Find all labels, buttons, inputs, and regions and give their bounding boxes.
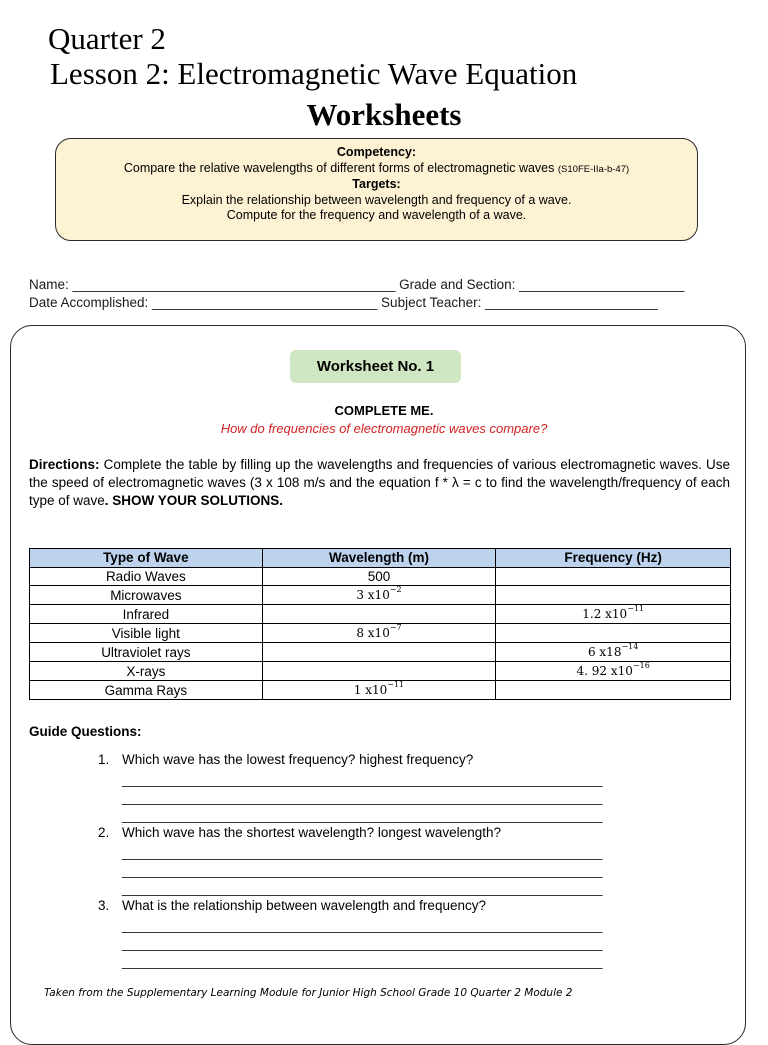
- wavelength-exponent: −11: [387, 680, 405, 689]
- directions-label: Directions:: [29, 457, 100, 472]
- wavelength-value: [356, 585, 402, 602]
- wavelength-value: [353, 680, 405, 697]
- frequency-cell[interactable]: [496, 681, 731, 700]
- lesson-heading: Lesson 2: Electromagnetic Wave Equation: [50, 56, 578, 91]
- answer-line[interactable]: ________________________________________________________________: [122, 863, 603, 878]
- wavelength-value: 500: [367, 569, 391, 584]
- wavelength-cell[interactable]: [262, 643, 496, 662]
- frequency-mantissa: 6 x18: [587, 645, 622, 659]
- table-row: [30, 624, 731, 643]
- frequency-value: [582, 604, 645, 621]
- wavelength-cell[interactable]: [262, 586, 496, 605]
- table-header-row: [30, 549, 731, 568]
- answer-line[interactable]: ________________________________________________________________: [122, 845, 603, 860]
- target-item: Explain the relationship between wavelength and frequency of a wave.: [181, 192, 572, 207]
- table-row: [30, 567, 731, 586]
- directions-emphasis: . SHOW YOUR SOLUTIONS.: [104, 493, 284, 508]
- wavelength-cell[interactable]: [262, 624, 496, 643]
- table-row: [30, 662, 731, 681]
- question-number: 3.: [98, 898, 110, 913]
- frequency-value: [587, 642, 639, 659]
- wavelength-mantissa: 3 x10: [356, 588, 390, 602]
- wave-type-cell: Infrared: [30, 605, 263, 624]
- wave-type-cell: X-rays: [30, 662, 263, 681]
- wavelength-cell[interactable]: [262, 662, 496, 681]
- question-number: 1.: [98, 752, 110, 767]
- answer-line[interactable]: ________________________________________________________________: [122, 808, 603, 823]
- table-row: [30, 605, 731, 624]
- frequency-value: [576, 661, 650, 678]
- wave-type-cell: Microwaves: [30, 586, 263, 605]
- frequency-cell[interactable]: [496, 662, 731, 681]
- wavelength-exponent: −7: [389, 623, 402, 632]
- guide-question-item: [98, 824, 501, 842]
- quarter-heading: Quarter 2: [48, 21, 166, 56]
- guide-question-item: [98, 897, 486, 915]
- competency-box: [55, 138, 698, 241]
- wavelength-cell[interactable]: [262, 681, 496, 700]
- answer-line[interactable]: ________________________________________________________________: [122, 918, 603, 933]
- targets-label: Targets:: [352, 177, 401, 191]
- frequency-cell[interactable]: [496, 605, 731, 624]
- wave-table: [29, 548, 731, 700]
- table-row: [30, 586, 731, 605]
- question-text: What is the relationship between wavelength and frequency?: [122, 898, 486, 913]
- wavelength-cell[interactable]: [262, 605, 496, 624]
- header-frequency: Frequency (Hz): [496, 549, 731, 568]
- target-item: Compute for the frequency and wavelength of a wave.: [226, 208, 527, 222]
- guide-questions-label: Guide Questions:: [29, 724, 142, 739]
- competency-text: Compare the relative wavelengths of different forms of electromagnetic waves: [123, 160, 555, 175]
- frequency-cell[interactable]: [496, 567, 731, 586]
- question-text: Which wave has the lowest frequency? highest frequency?: [122, 752, 474, 767]
- answer-line[interactable]: ________________________________________________________________: [122, 772, 603, 787]
- frequency-exponent: −14: [621, 642, 639, 651]
- wave-type-cell: Radio Waves: [30, 567, 263, 586]
- wavelength-value: [356, 623, 402, 640]
- name-grade-line[interactable]: Name: ___________________________________________ Grade and Section: ______________________: [29, 277, 685, 292]
- question-number: 2.: [98, 825, 110, 840]
- directions-text: Complete the table by filling up the wavelengths and frequencies of various electromagnetic waves. Use the speed of electromagnetic waves (3 x 108 m/s and the equation f * λ = c to find the wavelength/frequency of each type of wave: [29, 457, 730, 508]
- header-type: Type of Wave: [30, 549, 263, 568]
- guide-question-item: [98, 751, 473, 769]
- frequency-cell[interactable]: [496, 586, 731, 605]
- wavelength-mantissa: 1 x10: [353, 683, 388, 697]
- activity-heading: COMPLETE ME.: [334, 403, 434, 418]
- wave-type-cell: Gamma Rays: [30, 681, 263, 700]
- answer-line[interactable]: ________________________________________________________________: [122, 954, 603, 969]
- competency-code: (S10FE-IIa-b-47): [557, 163, 630, 175]
- wave-type-cell: Visible light: [30, 624, 263, 643]
- answer-line[interactable]: ________________________________________________________________: [122, 790, 603, 805]
- frequency-cell[interactable]: [496, 624, 731, 643]
- date-teacher-line[interactable]: Date Accomplished: ______________________________ Subject Teacher: _______________________: [29, 295, 658, 310]
- competency-line: [56, 161, 697, 178]
- frequency-exponent: −11: [627, 604, 645, 613]
- answer-line[interactable]: ________________________________________________________________: [122, 936, 603, 951]
- wavelength-mantissa: 8 x10: [356, 626, 390, 640]
- directions-paragraph: [29, 456, 730, 510]
- wave-type-cell: Ultraviolet rays: [30, 643, 263, 662]
- question-text: Which wave has the shortest wavelength? longest wavelength?: [122, 825, 501, 840]
- table-row: [30, 681, 731, 700]
- competency-label: Competency:: [336, 145, 417, 159]
- frequency-mantissa: 4. 92 x10: [576, 664, 633, 678]
- frequency-cell[interactable]: [496, 643, 731, 662]
- source-credit: Taken from the Supplementary Learning Module for Junior High School Grade 10 Quarter 2 Module 2: [44, 987, 573, 999]
- answer-line[interactable]: ________________________________________________________________: [122, 881, 603, 896]
- guiding-question: How do frequencies of electromagnetic waves compare?: [220, 421, 548, 436]
- wavelength-exponent: −2: [389, 585, 402, 594]
- wavelength-cell[interactable]: [262, 567, 496, 586]
- frequency-mantissa: 1.2 x10: [582, 607, 628, 621]
- frequency-exponent: −16: [632, 661, 650, 670]
- worksheets-title: Worksheets: [306, 97, 462, 132]
- worksheet-number-label: Worksheet No. 1: [290, 350, 461, 383]
- table-row: [30, 643, 731, 662]
- header-wavelength: Wavelength (m): [262, 549, 496, 568]
